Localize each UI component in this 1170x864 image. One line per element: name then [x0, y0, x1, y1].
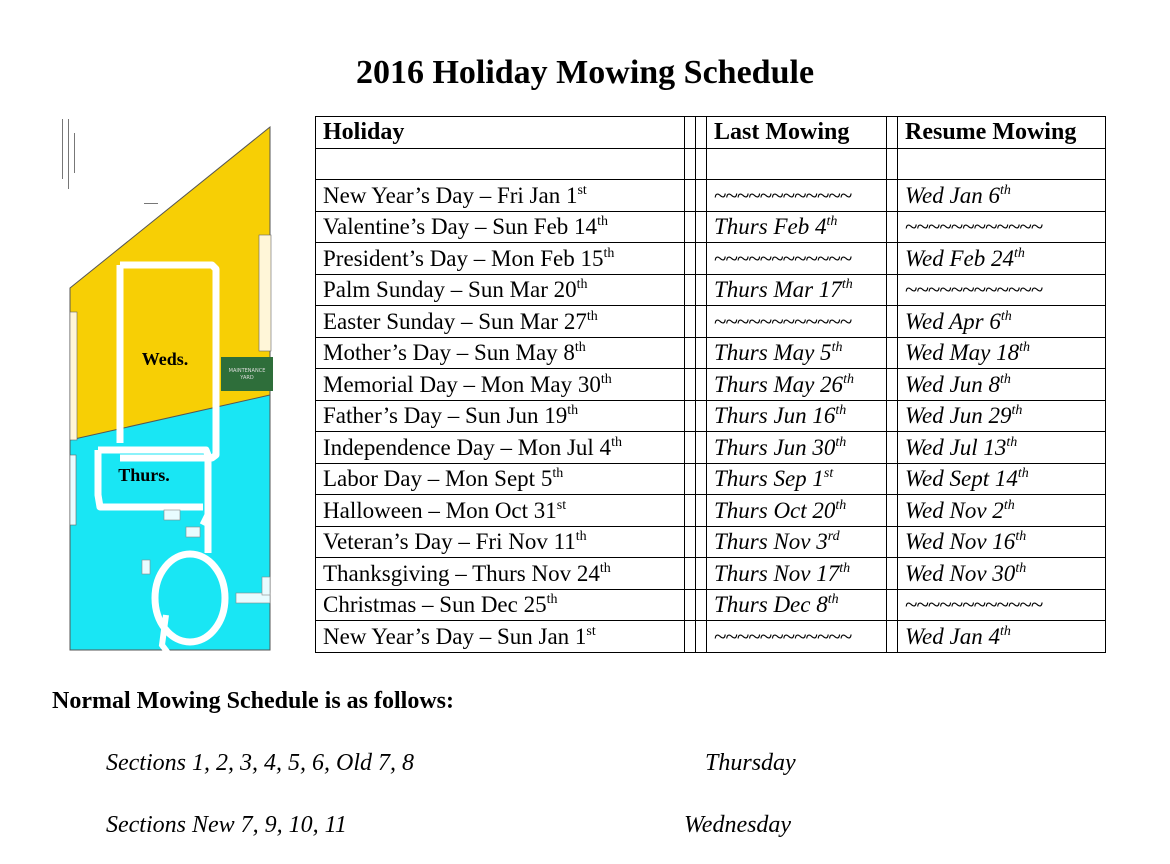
holiday-cell-text: Memorial Day – Mon May 30: [323, 371, 601, 397]
normal-day-1: Thursday: [705, 750, 796, 776]
holiday-cell-text: Mother’s Day – Sun May 8: [323, 340, 575, 366]
spacer-cell: [887, 558, 898, 590]
map-header-fine-print: [62, 119, 158, 204]
last-mowing-cell-ordinal: th: [826, 214, 838, 230]
resume-mowing-cell: [898, 211, 1106, 243]
holiday-cell-ordinal: th: [546, 592, 558, 608]
spacer-cell: [696, 558, 707, 590]
holiday-cell: [316, 526, 685, 558]
spacer-cell: [887, 337, 898, 369]
holiday-cell-text: President’s Day – Mon Feb 15: [323, 245, 604, 271]
spacer-cell: [685, 589, 696, 621]
last-mowing-cell: [707, 463, 887, 495]
spacer-cell: [685, 211, 696, 243]
svg-text:MAINTENANCE: MAINTENANCE: [228, 368, 266, 374]
spacer-cell: [696, 306, 707, 338]
holiday-cell-ordinal: th: [597, 214, 608, 230]
resume-mowing-cell: [898, 274, 1106, 306]
weds-area: [70, 127, 270, 440]
resume-mowing-cell-text: Wed Sept 14: [905, 466, 1018, 492]
last-mowing-cell: [707, 589, 887, 621]
holiday-cell-text: Christmas – Sun Dec 25: [323, 592, 547, 618]
last-mowing-cell-ordinal: th: [835, 403, 847, 419]
holiday-cell: [316, 495, 685, 527]
last-mowing-cell-ordinal: st: [823, 466, 834, 482]
resume-mowing-cell: [898, 558, 1106, 590]
holiday-cell-ordinal: st: [586, 623, 596, 639]
last-mowing-cell-ordinal: th: [827, 592, 839, 608]
resume-mowing-cell-ordinal: th: [999, 623, 1011, 639]
holiday-cell: [316, 306, 685, 338]
svg-text:YARD: YARD: [240, 375, 254, 381]
resume-mowing-cell: [898, 526, 1106, 558]
last-mowing-cell: [707, 369, 887, 401]
last-mowing-cell: [707, 274, 887, 306]
resume-mowing-cell-text: Wed Nov 16: [905, 529, 1016, 555]
spacer-cell: [887, 495, 898, 527]
blank-row: [316, 148, 1106, 180]
spacer-cell: [696, 589, 707, 621]
resume-mowing-cell: [898, 463, 1106, 495]
table-row: [316, 589, 1106, 621]
holiday-cell: [316, 211, 685, 243]
resume-mowing-cell-ordinal: th: [1015, 560, 1027, 576]
spacer-cell: [696, 274, 707, 306]
cemetery-map: [58, 115, 290, 660]
holiday-cell: [316, 243, 685, 275]
resume-mowing-cell-text: ~~~~~~~~~~~~: [905, 277, 1043, 303]
last-mowing-cell-text: ~~~~~~~~~~~~: [714, 245, 852, 271]
last-mowing-cell: [707, 400, 887, 432]
last-mowing-cell: [707, 180, 887, 212]
resume-mowing-cell-ordinal: th: [1014, 245, 1025, 261]
last-mowing-cell-text: Thurs Dec 8: [714, 592, 828, 618]
spacer-cell: [685, 243, 696, 275]
spacer-cell: [696, 243, 707, 275]
normal-day-2: Wednesday: [684, 812, 792, 838]
resume-mowing-cell-ordinal: th: [1011, 403, 1023, 419]
spacer-cell: [887, 463, 898, 495]
spacer-cell: [696, 180, 707, 212]
last-mowing-cell-ordinal: th: [835, 497, 847, 513]
spacer-cell: [696, 400, 707, 432]
table-row: [316, 180, 1106, 212]
spacer-cell: [696, 621, 707, 653]
resume-mowing-cell-text: Wed Apr 6: [905, 308, 1001, 334]
resume-mowing-cell: [898, 400, 1106, 432]
holiday-cell: [316, 400, 685, 432]
resume-mowing-cell-ordinal: th: [999, 182, 1011, 198]
spacer-cell: [696, 337, 707, 369]
spacer-cell: [696, 369, 707, 401]
last-mowing-cell-text: ~~~~~~~~~~~~: [714, 623, 852, 649]
spacer-cell: [685, 117, 696, 149]
table-row: [316, 621, 1106, 653]
table-row: [316, 274, 1106, 306]
holiday-schedule-table: [315, 116, 1106, 653]
resume-mowing-cell: [898, 495, 1106, 527]
holiday-cell-ordinal: st: [556, 497, 567, 513]
spacer-cell: [685, 180, 696, 212]
table-row: [316, 526, 1106, 558]
resume-mowing-cell-ordinal: th: [1017, 466, 1029, 482]
spacer-cell: [696, 211, 707, 243]
table-row: [316, 211, 1106, 243]
resume-mowing-cell-text: ~~~~~~~~~~~~: [905, 592, 1043, 618]
spacer-cell: [685, 400, 696, 432]
page-title: 2016 Holiday Mowing Schedule: [355, 54, 815, 91]
spacer-cell: [887, 526, 898, 558]
holiday-cell-ordinal: th: [574, 340, 586, 356]
resume-mowing-cell: [898, 306, 1106, 338]
holiday-cell-ordinal: th: [599, 560, 611, 576]
resume-mowing-cell-text: Wed May 18: [905, 340, 1020, 366]
last-mowing-cell-text: Thurs Nov 17: [714, 560, 840, 586]
holiday-cell-text: Labor Day – Mon Sept 5: [323, 466, 553, 492]
holiday-cell: [316, 274, 685, 306]
holiday-cell-text: Easter Sunday – Sun Mar 27: [323, 308, 587, 334]
resume-mowing-cell: [898, 243, 1106, 275]
holiday-cell-ordinal: th: [603, 245, 615, 261]
resume-mowing-cell-text: Wed Nov 2: [905, 497, 1004, 523]
last-mowing-cell: [707, 243, 887, 275]
spacer-cell: [685, 274, 696, 306]
spacer-cell: [887, 621, 898, 653]
last-mowing-cell-text: Thurs Jun 16: [714, 403, 836, 429]
last-mowing-cell: [707, 432, 887, 464]
header-resume-mowing: Resume Mowing: [898, 117, 1106, 149]
last-mowing-cell-ordinal: th: [841, 277, 853, 293]
thurs-label: Thurs.: [118, 465, 170, 485]
resume-mowing-cell-ordinal: th: [1019, 340, 1031, 356]
resume-mowing-cell-text: Wed Jun 8: [905, 371, 1000, 397]
holiday-cell-text: New Year’s Day – Fri Jan 1: [323, 182, 578, 208]
spacer-cell: [685, 432, 696, 464]
holiday-cell-ordinal: th: [575, 529, 587, 545]
last-mowing-cell-text: ~~~~~~~~~~~~: [714, 308, 852, 334]
resume-mowing-cell-text: Wed Jan 6: [905, 182, 1000, 208]
last-mowing-cell-text: Thurs Feb 4: [714, 214, 827, 240]
resume-mowing-cell-text: Wed Jul 13: [905, 434, 1007, 460]
holiday-cell-text: Valentine’s Day – Sun Feb 14: [323, 214, 598, 240]
resume-mowing-cell-text: Wed Jan 4: [905, 623, 1000, 649]
resume-mowing-cell-ordinal: th: [1000, 308, 1012, 324]
last-mowing-cell: [707, 495, 887, 527]
spacer-cell: [887, 369, 898, 401]
spacer-cell: [887, 400, 898, 432]
holiday-cell: [316, 463, 685, 495]
spacer-cell: [685, 337, 696, 369]
table-row: [316, 337, 1106, 369]
last-mowing-cell-ordinal: th: [843, 371, 854, 387]
normal-sections-2: Sections New 7, 9, 10, 11: [106, 812, 347, 838]
last-mowing-cell-text: Thurs Oct 20: [714, 497, 836, 523]
spacer-cell: [887, 211, 898, 243]
resume-mowing-cell: [898, 432, 1106, 464]
resume-mowing-cell: [898, 369, 1106, 401]
resume-mowing-cell-text: ~~~~~~~~~~~~: [905, 214, 1043, 240]
table-row: [316, 306, 1106, 338]
holiday-cell-ordinal: th: [576, 277, 588, 293]
header-last-mowing: Last Mowing: [707, 117, 887, 149]
table-row: [316, 243, 1106, 275]
holiday-cell: [316, 369, 685, 401]
table-row: [316, 495, 1106, 527]
holiday-cell-ordinal: th: [586, 308, 598, 324]
holiday-cell: [316, 432, 685, 464]
maintenance-yard: [221, 357, 273, 391]
last-mowing-cell-ordinal: th: [831, 340, 843, 356]
last-mowing-cell-text: Thurs Sep 1: [714, 466, 824, 492]
normal-schedule-heading: Normal Mowing Schedule is as follows:: [52, 688, 454, 714]
last-mowing-cell: [707, 211, 887, 243]
last-mowing-cell-ordinal: th: [839, 560, 851, 576]
table-header-row: [316, 117, 1106, 149]
holiday-cell-text: New Year’s Day – Sun Jan 1: [323, 623, 587, 649]
last-mowing-cell-text: Thurs May 5: [714, 340, 832, 366]
spacer-cell: [887, 180, 898, 212]
table-row: [316, 463, 1106, 495]
holiday-cell: [316, 558, 685, 590]
last-mowing-cell: [707, 558, 887, 590]
last-mowing-cell-text: Thurs Jun 30: [714, 434, 836, 460]
spacer-cell: [696, 117, 707, 149]
holiday-cell-ordinal: th: [611, 434, 622, 450]
spacer-cell: [887, 306, 898, 338]
last-mowing-cell: [707, 306, 887, 338]
resume-mowing-cell-ordinal: th: [1006, 434, 1018, 450]
resume-mowing-cell-text: Wed Nov 30: [905, 560, 1016, 586]
last-mowing-cell: [707, 337, 887, 369]
spacer-cell: [696, 432, 707, 464]
holiday-cell: [316, 337, 685, 369]
holiday-cell-ordinal: th: [552, 466, 564, 482]
holiday-cell-text: Veteran’s Day – Fri Nov 11: [323, 529, 576, 555]
spacer-cell: [685, 495, 696, 527]
last-mowing-cell-text: Thurs May 26: [714, 371, 844, 397]
table-row: [316, 369, 1106, 401]
holiday-cell-ordinal: th: [567, 403, 579, 419]
spacer-cell: [887, 243, 898, 275]
resume-mowing-cell-ordinal: th: [1015, 529, 1027, 545]
spacer-cell: [685, 369, 696, 401]
last-mowing-cell-ordinal: rd: [827, 529, 840, 545]
last-mowing-cell: [707, 526, 887, 558]
resume-mowing-cell-text: Wed Jun 29: [905, 403, 1012, 429]
last-mowing-cell-text: ~~~~~~~~~~~~: [714, 182, 852, 208]
resume-mowing-cell: [898, 621, 1106, 653]
spacer-cell: [887, 274, 898, 306]
holiday-cell-text: Independence Day – Mon Jul 4: [323, 434, 612, 460]
resume-mowing-cell: [898, 180, 1106, 212]
spacer-cell: [696, 526, 707, 558]
spacer-cell: [685, 306, 696, 338]
spacer-cell: [887, 589, 898, 621]
holiday-cell-text: Halloween – Mon Oct 31: [323, 497, 557, 523]
header-holiday: Holiday: [316, 117, 685, 149]
spacer-cell: [685, 558, 696, 590]
holiday-cell: [316, 621, 685, 653]
resume-mowing-cell-ordinal: th: [1003, 497, 1015, 513]
resume-mowing-cell: [898, 337, 1106, 369]
holiday-cell-text: Palm Sunday – Sun Mar 20: [323, 277, 577, 303]
normal-sections-1: Sections 1, 2, 3, 4, 5, 6, Old 7, 8: [106, 750, 414, 776]
holiday-cell-ordinal: th: [600, 371, 612, 387]
resume-mowing-cell-ordinal: th: [999, 371, 1011, 387]
last-mowing-cell-text: Thurs Nov 3: [714, 529, 828, 555]
table-row: [316, 432, 1106, 464]
last-mowing-cell: [707, 621, 887, 653]
resume-mowing-cell: [898, 589, 1106, 621]
spacer-cell: [685, 621, 696, 653]
spacer-cell: [696, 495, 707, 527]
holiday-cell-text: Thanksgiving – Thurs Nov 24: [323, 560, 600, 586]
holiday-cell: [316, 180, 685, 212]
last-mowing-cell-text: Thurs Mar 17: [714, 277, 842, 303]
spacer-cell: [685, 463, 696, 495]
weds-label: Weds.: [141, 349, 189, 369]
table-row: [316, 558, 1106, 590]
last-mowing-cell-ordinal: th: [835, 434, 847, 450]
resume-mowing-cell-text: Wed Feb 24: [905, 245, 1015, 271]
spacer-cell: [696, 463, 707, 495]
holiday-cell: [316, 589, 685, 621]
spacer-cell: [887, 117, 898, 149]
holiday-cell-text: Father’s Day – Sun Jun 19: [323, 403, 568, 429]
spacer-cell: [685, 526, 696, 558]
spacer-cell: [887, 432, 898, 464]
table-row: [316, 400, 1106, 432]
holiday-cell-ordinal: st: [577, 182, 587, 198]
